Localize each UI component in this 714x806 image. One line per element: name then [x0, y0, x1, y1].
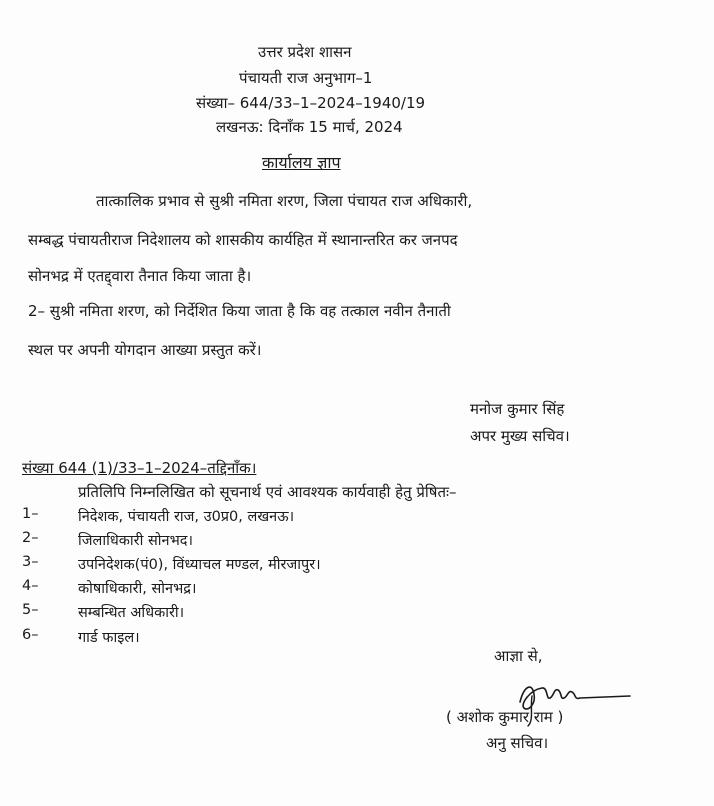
list-item-text: उपनिदेशक(पं0), विंध्याचल मण्डल, मीरजापुर।: [78, 557, 321, 573]
list-item-number: 6–: [22, 627, 39, 643]
document-subject: कार्यालय ज्ञाप: [262, 153, 341, 172]
list-item-number: 3–: [22, 554, 39, 570]
signatory1-name: मनोज कुमार सिंह: [470, 400, 565, 418]
signatory2-designation: अनु सचिव।: [486, 734, 549, 752]
paragraph1-line2: सम्बद्ध पंचायतीराज निदेशालय को शासकीय कार्यहित में स्थानान्तरित कर जनपद: [28, 231, 458, 249]
list-item-number: 5–: [22, 602, 39, 618]
copy-intro: प्रतिलिपि निम्नलिखित को सूचनार्थ एवं आवश्यक कार्यवाही हेतु प्रेषितः–: [78, 483, 457, 501]
list-item-number: 1–: [22, 506, 39, 522]
signatory1-designation: अपर मुख्य सचिव।: [470, 427, 570, 445]
paragraph2-line2: स्थल पर अपनी योगदान आख्या प्रस्तुत करें।: [28, 341, 262, 359]
list-item-text: गार्ड फाइल।: [78, 630, 140, 646]
list-item-number: 4–: [22, 578, 39, 594]
section-name: पंचायती राज अनुभाग–1: [239, 69, 373, 87]
copy-reference: संख्या 644 (1)/33–1–2024–तद्दिनाँक।: [22, 459, 257, 477]
list-item-text: जिलाधिकारी सोनभद।: [78, 533, 193, 549]
paragraph2-line1: 2– सुश्री नमिता शरण, को निर्देशित किया जाता है कि वह तत्काल नवीन तैनाती: [28, 302, 451, 320]
letter-date: लखनऊ: दिनाँक 15 मार्च, 2024: [216, 118, 403, 136]
order-text: आज्ञा से,: [494, 647, 543, 665]
letter-number: संख्या– 644/33–1–2024–1940/19: [196, 94, 426, 112]
govt-name: उत्तर प्रदेश शासन: [258, 43, 352, 61]
paragraph1-line1: तात्कालिक प्रभाव से सुश्री नमिता शरण, जिला पंचायत राज अधिकारी,: [96, 192, 473, 210]
list-item-text: कोषाधिकारी, सोनभद्र।: [78, 581, 197, 597]
list-item-text: सम्बन्धित अधिकारी।: [78, 605, 185, 621]
list-item-number: 2–: [22, 530, 39, 546]
signatory2-name: ( अशोक कुमार राम ): [446, 708, 564, 726]
paragraph1-line3: सोनभद्र में एतद्द्वारा तैनात किया जाता है।: [28, 267, 252, 285]
list-item-text: निदेशक, पंचायती राज, उ0प्र0, लखनऊ।: [78, 509, 295, 525]
